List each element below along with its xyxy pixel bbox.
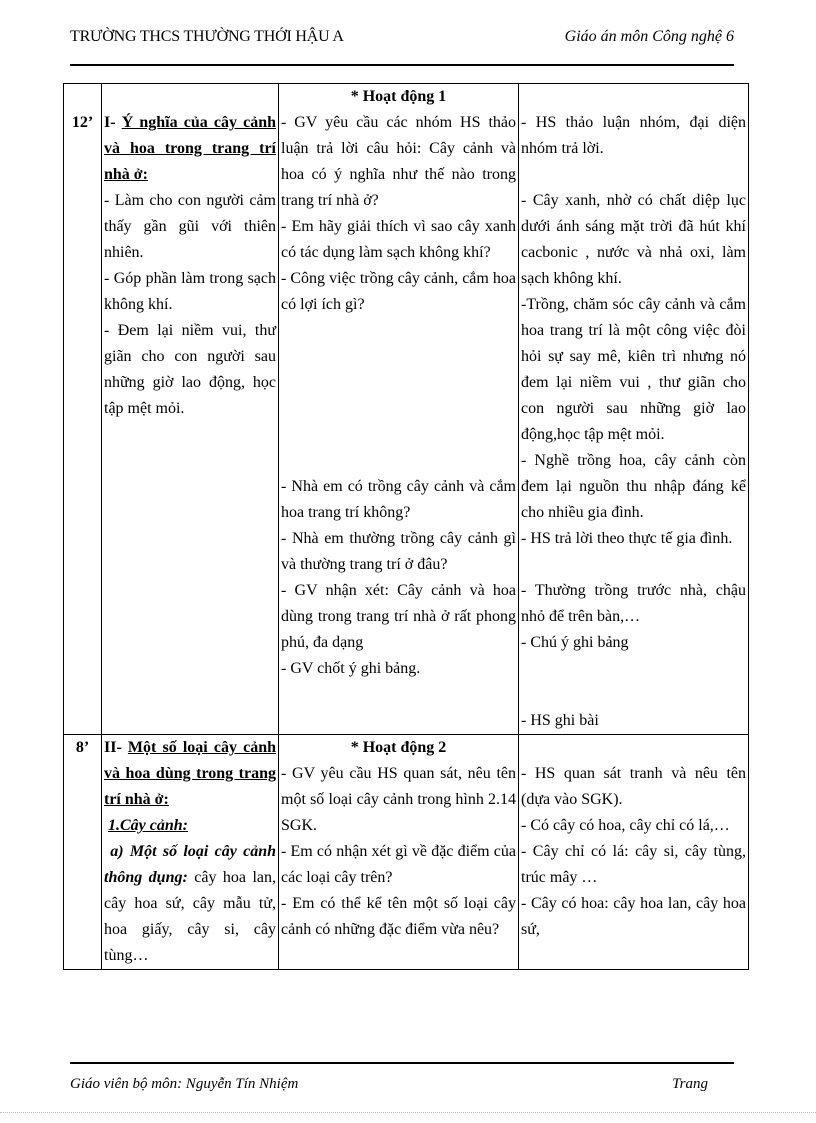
header-rule bbox=[70, 64, 734, 66]
section-title: II- Một số loại cây cảnh và hoa dùng trong trang trí nhà ở: bbox=[104, 739, 277, 808]
page-label: Trang bbox=[672, 1076, 708, 1092]
student-cell bbox=[519, 735, 749, 970]
page-footer bbox=[70, 1076, 734, 1100]
content-item: - Góp phần làm trong sạch không khí. bbox=[104, 270, 276, 313]
teacher-item: - Em có nhận xét gì về đặc điểm của các loại cây trên? bbox=[281, 843, 516, 886]
student-item: - Nghề trồng hoa, cây cảnh còn đem lại nguồn thu nhập đáng kể cho nhiều gia đình. bbox=[521, 452, 746, 521]
student-cell bbox=[519, 84, 749, 735]
table-row-activity-2 bbox=[64, 735, 749, 970]
student-item: - Cây có hoa: cây hoa lan, cây hoa sứ, bbox=[521, 895, 746, 938]
content-item: - Làm cho con người cảm thấy gần gũi với thiên nhiên. bbox=[104, 192, 276, 261]
student-item: - Cây xanh, nhờ có chất diệp lục dưới ánh sáng mặt trời đã hút khí cacbonic , nước và nhả oxi, làm sạch không khí. bbox=[521, 192, 746, 287]
student-item: - HS ghi bài bbox=[521, 712, 599, 729]
content-item: a) Một số loại cây cảnh thông dụng: cây hoa lan, cây hoa sứ, cây mẫu tử, hoa giấy, cây si, cây tùng… bbox=[104, 843, 276, 964]
page-header bbox=[70, 26, 734, 52]
teacher-cell bbox=[279, 735, 519, 970]
teacher-item: - Em hãy giải thích vì sao cây xanh có tác dụng làm sạch không khí? bbox=[281, 218, 516, 261]
teacher-item: - Nhà em có trồng cây cảnh và cắm hoa trang trí không? bbox=[281, 478, 516, 521]
student-item: - HS quan sát tranh và nêu tên (dựa vào SGK). bbox=[521, 765, 746, 808]
time-cell bbox=[64, 735, 102, 970]
student-item: - Chú ý ghi bảng bbox=[521, 634, 629, 651]
section-title: I- Ý nghĩa của cây cảnh và hoa trong trang trí nhà ở: bbox=[104, 114, 276, 183]
content-cell bbox=[102, 735, 279, 970]
student-item: - Có cây có hoa, cây chỉ có lá,… bbox=[521, 817, 730, 834]
footer-rule bbox=[70, 1062, 734, 1064]
teacher-cell bbox=[279, 84, 519, 735]
student-item: - Cây chỉ có lá: cây si, cây tùng, trúc mây … bbox=[521, 843, 746, 886]
time-value: 8’ bbox=[75, 739, 90, 756]
subject-title: Giáo án môn Công nghệ 6 bbox=[564, 28, 734, 45]
school-name: TRƯỜNG THCS THƯỜNG THỚI HẬU A bbox=[70, 28, 344, 45]
teacher-item: - GV yêu cầu các nhóm HS thảo luận trả lời câu hỏi: Cây cảnh và hoa có ý nghĩa như thế nào trong trang trí nhà ở? bbox=[281, 114, 516, 209]
student-item: - Thường trồng trước nhà, chậu nhỏ để trên bàn,… bbox=[521, 582, 746, 625]
teacher-item: - GV chốt ý ghi bảng. bbox=[281, 660, 421, 677]
student-item: -Trồng, chăm sóc cây cảnh và cắm hoa trang trí là một công việc đòi hỏi sự say mê, kiên trì nhưng nó đem lại niềm vui , thư giãn cho con người sau những giờ lao động,học tập mệt mỏi. bbox=[521, 296, 746, 443]
teacher-item: - Nhà em thường trồng cây cảnh gì và thường trang trí ở đâu? bbox=[281, 530, 516, 573]
teacher-item: - GV nhận xét: Cây cảnh và hoa dùng trong trang trí nhà ở rất phong phú, đa dạng bbox=[281, 582, 516, 651]
lesson-plan-table bbox=[63, 83, 749, 970]
teacher-item: - GV yêu cầu HS quan sát, nêu tên một số loại cây cảnh trong hình 2.14 SGK. bbox=[281, 765, 516, 834]
time-cell bbox=[64, 84, 102, 735]
content-item: - Đem lại niềm vui, thư giãn cho con người sau những giờ lao động, học tập mệt mỏi. bbox=[104, 322, 276, 417]
content-cell bbox=[102, 84, 279, 735]
teacher-item: - Công việc trồng cây cảnh, cắm hoa có lợi ích gì? bbox=[281, 270, 516, 313]
time-value: 12’ bbox=[71, 114, 94, 131]
subsection-title: 1.Cây cảnh: bbox=[108, 817, 188, 834]
teacher-name: Giáo viên bộ môn: Nguyễn Tín Nhiệm bbox=[70, 1076, 299, 1092]
student-item: - HS trả lời theo thực tế gia đình. bbox=[521, 530, 733, 547]
activity-heading: * Hoạt động 1 bbox=[350, 88, 447, 105]
table-row-activity-1 bbox=[64, 84, 749, 735]
activity-heading: * Hoạt động 2 bbox=[350, 739, 447, 756]
teacher-item: - Em có thể kể tên một số loại cây cảnh có những đặc điểm vừa nêu? bbox=[281, 895, 516, 938]
page-edge-divider bbox=[0, 1112, 816, 1113]
student-item: - HS thảo luận nhóm, đại diện nhóm trả lời. bbox=[521, 114, 746, 157]
